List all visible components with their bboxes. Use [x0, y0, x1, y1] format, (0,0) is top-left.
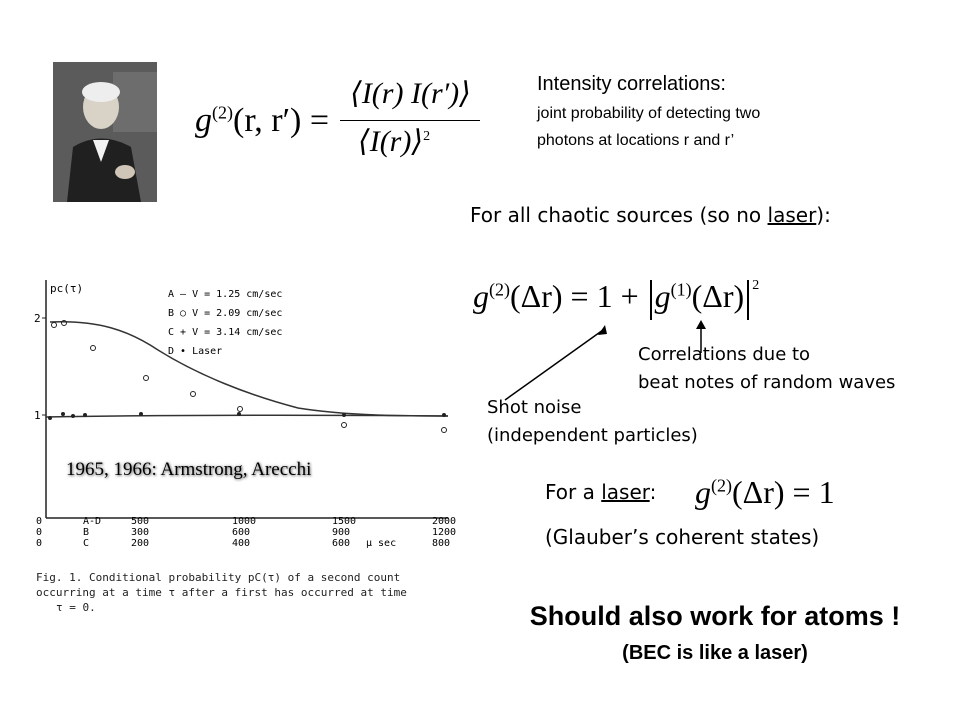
figure-caption-line-2: occurring at a time τ after a first has occurred at time [36, 586, 407, 599]
data-point [139, 412, 143, 416]
g2-symbol: g [195, 102, 212, 139]
g2-denominator: ⟨I(r)⟩ [358, 125, 424, 158]
x-tick-2000: 2000 1200 800 [432, 516, 457, 549]
conclusion-main: Should also work for atoms ! [529, 601, 901, 631]
chaotic-heading-prefix: For all chaotic sources (so no [470, 203, 768, 227]
figure-y-label: pc(τ) [50, 282, 84, 295]
laser-heading-prefix: For a [545, 480, 602, 504]
historical-figure [28, 270, 468, 630]
laser-link[interactable]: laser [767, 203, 817, 227]
data-point [52, 323, 57, 328]
fraction-bar [340, 120, 480, 121]
data-point [342, 423, 347, 428]
data-point [71, 414, 75, 418]
figure-caption [36, 570, 456, 615]
abs-bar-left [650, 280, 652, 320]
figure-y-tick-1-label: 1 [34, 409, 41, 422]
chaotic-heading-suffix: ): [816, 203, 831, 227]
conclusion-sub: (BEC is like a laser) [622, 642, 808, 664]
x-axis-ticks [28, 516, 468, 556]
chaotic-power: 2 [752, 278, 760, 293]
legend-entry-a: A – V = 1.25 cm/sec [168, 289, 283, 300]
legend-entry-d: D • Laser [168, 346, 223, 357]
intensity-title: Intensity correlations: [537, 73, 726, 95]
chaotic-heading [470, 203, 831, 227]
chaotic-argument: (Δr) = 1 + [510, 278, 639, 314]
laser-argument: (Δr) = 1 [732, 474, 835, 510]
figure-overlay-caption: 1965, 1966: Armstrong, Arecchi [66, 459, 312, 480]
correlations-label-1: Correlations due to [638, 344, 811, 365]
shot-noise-label-1: Shot noise [487, 397, 582, 418]
correlation-arrowhead [696, 320, 706, 329]
laser-heading-suffix: : [649, 480, 657, 504]
portrait-icon [53, 62, 157, 202]
intensity-description-2: photons at locations r and r’ [537, 132, 735, 149]
data-point [48, 416, 52, 420]
data-point [91, 346, 96, 351]
intensity-description-1: joint probability of detecting two [537, 105, 761, 122]
x-tick-0: 0 0 0 [36, 516, 43, 549]
g2-order: (2) [212, 102, 233, 123]
data-point [442, 413, 446, 417]
correlations-label-2: beat notes of random waves [638, 372, 896, 393]
g2-definition-equation [195, 77, 490, 170]
shot-noise-arrowhead [598, 325, 607, 335]
figure-y-tick-2-label: 2 [34, 312, 41, 325]
data-point [237, 412, 241, 416]
chaotic-g-order: (2) [489, 279, 510, 300]
chaotic-g1-argument: (Δr) [691, 278, 745, 314]
data-point [238, 407, 243, 412]
abs-bar-right [747, 280, 749, 320]
laser-g-order: (2) [711, 475, 732, 496]
scientist-photo [53, 62, 157, 202]
g2-arguments: (r, r′) = [233, 102, 330, 139]
laser-g-symbol: g [695, 474, 711, 510]
x-tick-500: 500 300 200 [131, 516, 150, 549]
data-point [61, 412, 65, 416]
laser-heading [545, 480, 656, 504]
legend-entry-b: B ○ V = 2.09 cm/sec [168, 308, 283, 319]
x-axis-unit: µ sec [366, 538, 397, 549]
data-point [442, 428, 447, 433]
shot-noise-label-2: (independent particles) [487, 425, 698, 446]
glauber-note: (Glauber’s coherent states) [545, 525, 820, 549]
figure-caption-line-1: Fig. 1. Conditional probability pC(τ) of a second count [36, 571, 401, 584]
legend-entry-c: C + V = 3.14 cm/sec [168, 327, 283, 338]
x-tick-1000: 1000 600 400 [232, 516, 257, 549]
chaotic-g1-symbol: g [654, 278, 671, 314]
data-point [342, 413, 346, 417]
figure-caption-line-3: τ = 0. [56, 601, 96, 614]
x-tick-ad: A-D B C [83, 516, 102, 549]
data-point [144, 376, 149, 381]
laser-equation [695, 474, 835, 511]
x-tick-1500: 1500 900 600 [332, 516, 357, 549]
chaotic-g1-order: (1) [670, 279, 692, 300]
laser-link-2[interactable]: laser [601, 480, 650, 504]
g2-numerator: ⟨I(r) I(r′)⟩ [350, 77, 471, 110]
data-point [83, 413, 87, 417]
shot-noise-arrow [505, 330, 603, 400]
g2-denominator-power: 2 [423, 129, 431, 144]
data-point [191, 392, 196, 397]
chaotic-g-symbol: g [473, 278, 489, 314]
